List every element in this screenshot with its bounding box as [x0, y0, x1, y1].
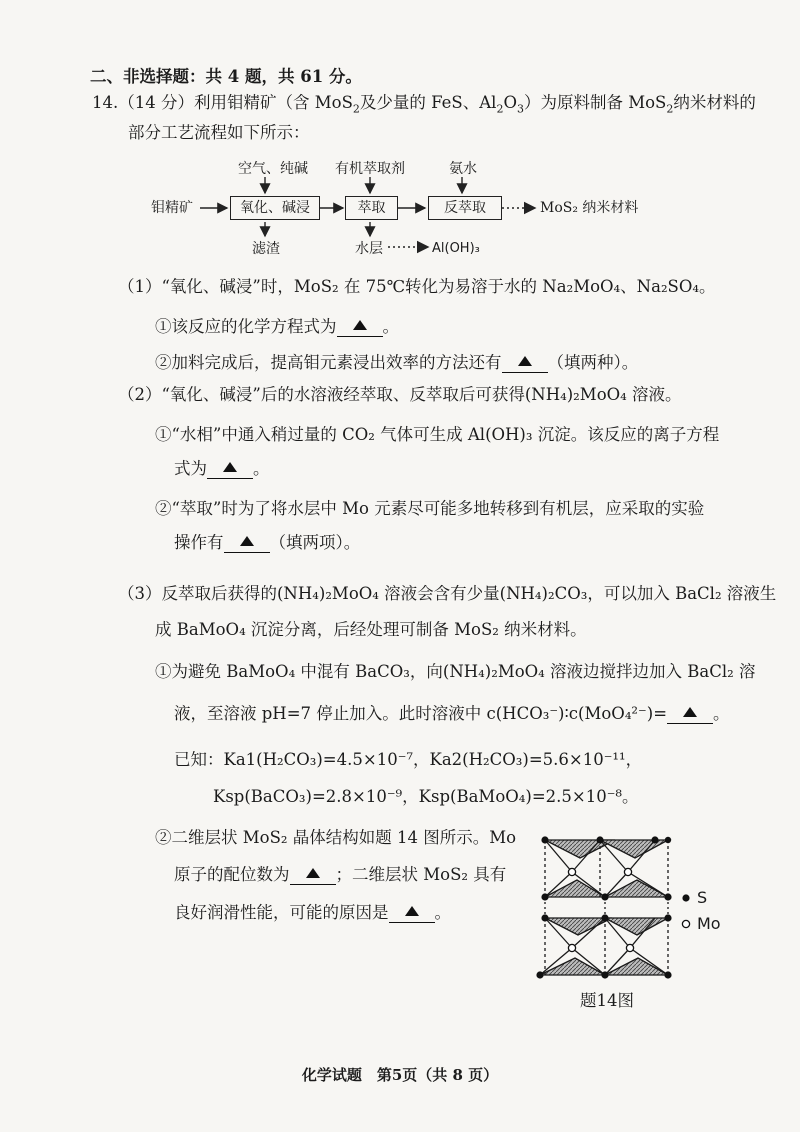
figure-caption: 题14图	[580, 991, 634, 1010]
flow-product: MoS₂ 纳米材料	[540, 200, 639, 216]
flow-input-air-soda: 空气、纯碱	[238, 161, 308, 177]
flow-box-extraction: 萃取	[345, 196, 398, 220]
part-3-stem-line2: 成 BaMoO₄ 沉淀分离，后经处理可制备 MoS₂ 纳米材料。	[155, 620, 587, 639]
flow-aqueous-layer: 水层	[355, 241, 383, 257]
part-3-question-1: ①为避免 BaMoO₄ 中混有 BaCO₃，向(NH₄)₂MoO₄ 溶液边搅拌边加入 BaCl₂ 溶	[155, 662, 756, 681]
question-number: 14.	[92, 93, 119, 112]
flow-residue: 滤渣	[252, 241, 280, 257]
section-header: 二、非选择题：共 4 题，共 61 分。	[90, 67, 362, 86]
part-3-question-2-line3: 良好润滑性能，可能的原因是 。	[174, 903, 451, 922]
known-constants-line2: Ksp(BaCO₃)=2.8×10⁻⁹，Ksp(BaMoO₄)=2.5×10⁻⁸。	[213, 787, 639, 806]
known-constants-line1: 已知：Ka1(H₂CO₃)=4.5×10⁻⁷，Ka2(H₂CO₃)=5.6×10⁻¹¹，	[174, 750, 643, 769]
question-14-intro: 14.（14 分）利用钼精矿（含 MoS$_2$及少量的 FeS、$Al_2O_3$）为原料制备 MoS$_2$纳米材料的	[92, 93, 756, 116]
part-2-question-1-line2: 式为 。	[174, 459, 270, 478]
part-3-question-2-line2: 原子的配位数为 ；二维层状 MoS₂ 具有	[174, 865, 507, 884]
flow-input-ammonia: 氨水	[449, 161, 477, 177]
legend-mo-label: Mo	[697, 914, 721, 933]
flow-box-back-extraction: 反萃取	[428, 196, 502, 220]
part-2-stem: （2）“氧化、碱浸”后的水溶液经萃取、反萃取后可获得(NH₄)₂MoO₄ 溶液。	[118, 385, 682, 404]
part-3-question-2: ②二维层状 MoS₂ 晶体结构如题 14 图所示。Mo	[155, 828, 517, 847]
part-2-question-2-line2: 操作有 （填两项）。	[174, 533, 361, 552]
flow-start-ore: 钼精矿	[151, 200, 193, 216]
flow-box-oxidation-leach: 氧化、碱浸	[230, 196, 320, 220]
flow-aqueous-product: Al(OH)₃	[432, 241, 480, 256]
part-2-question-2: ②“萃取”时为了将水层中 Mo 元素尽可能多地转移到有机层，应采取的实验	[155, 499, 705, 518]
part-1-question-2: ②加料完成后，提高钼元素浸出效率的方法还有 （填两种）。	[155, 353, 639, 372]
page-footer: 化学试题 第5页（共 8 页）	[301, 1066, 499, 1084]
flow-input-extractant: 有机萃取剂	[335, 161, 405, 177]
part-1-question-1: ①该反应的化学方程式为 。	[155, 317, 399, 336]
part-2-question-1: ①“水相”中通入稍过量的 CO₂ 气体可生成 Al(OH)₃ 沉淀。该反应的离子方程	[155, 425, 720, 444]
legend-s-label: S	[697, 888, 708, 907]
part-3-question-1-line2: 液，至溶液 pH=7 停止加入。此时溶液中 c(HCO₃⁻)∶c(MoO₄²⁻)= 。	[174, 704, 730, 723]
question-14-intro-line2: 部分工艺流程如下所示：	[128, 123, 310, 142]
part-3-stem: （3）反萃取后获得的(NH₄)₂MoO₄ 溶液会含有少量(NH₄)₂CO₃，可以加入 BaCl₂ 溶液生	[118, 584, 777, 603]
part-1-stem: （1）“氧化、碱浸”时，MoS₂ 在 75℃转化为易溶于水的 Na₂MoO₄、Na₂SO₄。	[118, 277, 716, 296]
